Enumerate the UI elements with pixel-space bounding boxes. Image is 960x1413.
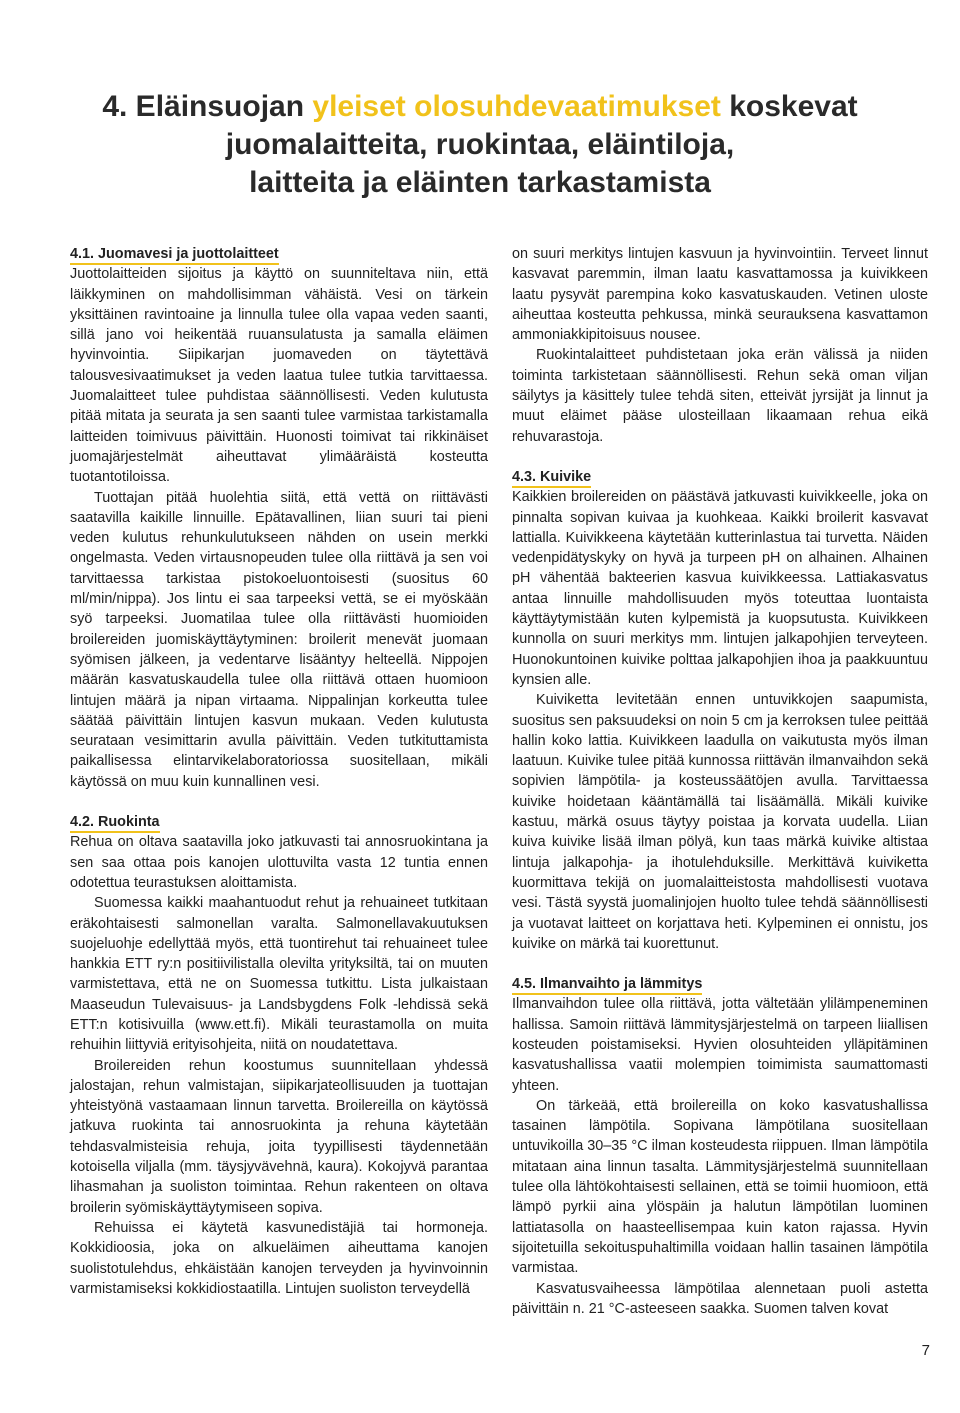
section-heading-4-3 [512,467,928,487]
section-heading-text: 4.2. Ruokinta [70,814,160,833]
paragraph: Juottolaitteiden sijoitus ja käyttö on suunniteltava niin, että läikkyminen on mahdollisimman vähäistä. Vesi on tärkein yksittäinen ravintoaine ja linnulla tulee olla vapaa veden saanti, sillä jano voi heikentää ruuansulatusta ja samalla eläimen hyvinvointia. Siipikarjan juomaveden on täytettävä talousvesivaatimukset ja veden laatua tulee tutkia tarvittaessa. Juomalaitteet tulee puhdistaa säännöllisesti. Veden kulutusta pitää mitata ja seurata ja sen saanti tulee varmistaa tarkistamalla laitteiden toimivuus päivittäin. Huonosti toimivat tai rikkinäiset juomajärjestelmät aiheuttavat ylimääräistä kosteutta tuotantotiloissa. [70,266,488,486]
paragraph: Ilmanvaihdon tulee olla riittävä, jotta vältetään ylilämpeneminen hallissa. Samoin riittävä lämmitysjärjestelmä on tarpeen liiallisen kosteuden poistamiseksi. Hyvien olosuhteiden ylläpitäminen kasvatushallissa vaatii molempien toimimista saumattomasti yhteen. [512,996,928,1094]
page-title [100,88,860,202]
paragraph: Ruokintalaitteet puhdistetaan joka erän välissä ja niiden toiminta tarkistetaan säännöllisesti. Rehun sekä oman viljan säilytys ja käsittely tulee tehdä siten, etteivät jyrsijät ja linnut ja muut eläimet pääse ulosteillaan likaamaan rehua eikä rehuvarastoja. [512,347,928,445]
title-prefix: 4. Eläinsuojan [102,90,313,123]
title-line-1 [100,88,860,126]
section-heading-text: 4.3. Kuivike [512,469,591,488]
section-heading-text: 4.5. Ilmanvaihto ja lämmitys [512,976,702,995]
section-heading-text: 4.1. Juomavesi ja juottolaitteet [70,246,279,265]
left-column [70,244,488,1299]
paragraph: Rehua on oltava saatavilla joko jatkuvasti tai annosruokintana ja sen saa ottaa pois kanojen ulottuvilta vasta 12 tuntia ennen odotettua teurastuksen aloittamista. [70,834,488,891]
section-heading-4-5 [512,974,928,994]
paragraph: Suomessa kaikki maahantuodut rehut ja rehuaineet tutkitaan eräkohtaisesti salmonellan varalta. Salmonellavakuutuksen suojeluohje edellyttää myös, että tuontirehut tai rehuaineet tulee hankkia ETT ry:n positiivilistalla olevilta yrityksiltä, tai on muuten varmistettava, että ne on Suomessa tutkittu. Lista julkaistaan Maaseudun Tulevaisuus- ja Landsbygdens Folk -lehdissä sekä ETT:n kotisivuilla (www.ett.fi). Mikäli teurastamolla on muita rehuihin liittyviä erityisohjeita, niitä on noudatettava. [70,895,488,1054]
paragraph: Kuiviketta levitetään ennen untuvikkojen saapumista, suositus sen paksuudeksi on noin 5 cm ja kerroksen tulee peittää hallin koko lattia. Kuivikkeen laadulla on vaikutusta myös ilman laatuun. Kuivike tulee pitää kunnossa riittävän ilmanvaihdon sekä sopivien lämpötila- ja kosteussäätöjen avulla. Tarvittaessa kuivike hoidetaan kääntämällä tai lisäämällä. Mikäli kuivike kastuu, märkä osuus täytyy poistaa ja korvata uudella. Liian kuiva kuivike lisää ilman pölyä, kun taas märkä kuivike altistaa lintuja jalkapohja- ja ihotulehduksille. Merkittävä kuiviketta kuormittava tekijä on juomalaitteistosta mahdollisesti vuotava vesi. Tästä syystä juomalinjojen huolto tulee tehdä säännöllisesti ja vuotavat laitteet on korjattava heti. Kylpeminen ei onnistu, jos kuivike on märkä tai kuorettunut. [512,692,928,952]
title-line-2: juomalaitteita, ruokintaa, eläintiloja, [225,128,735,161]
title-suffix: koskevat [720,90,858,123]
paragraph: Rehuissa ei käytetä kasvunedistäjiä tai hormoneja. Kokkidioosia, joka on alkueläimen aiheuttama kanojen suolistotulehdus, ehkäistään kanojen terveyden ja hyvinvoinnin varmistamiseksi kokkidiostaatilla. Lintujen suoliston terveydellä [70,1219,488,1297]
paragraph: Tuottajan pitää huolehtia siitä, että vettä on riittävästi saatavilla kaikille linnuille. Epätavallinen, liian suuri tai pieni veden kulutus rehunkulutukseen nähden on usein merkki ongelmasta. Veden virtausnopeuden tulee olla riittävä ja sen voi tarvittaessa tarkistaa pistokoeluontoisesti (suositus 60 ml/min/nippa). Jos lintu ei saa tarpeeksi vettä, se ei myöskään syö tarpeeksi. Juomatilaa tulee olla riittävästi huomioiden broilereiden juomiskäyttäytyminen: broilerit menevät juomaan syömisen jälkeen, ja vedentarve lisääntyy helteellä. Nippojen määrän kasvatuskaudella tulee olla riittävä ottaen huomioon lintujen määrä ja nipan virtaama. Nippalinjan korkeutta tulee säätää päivittäin lintujen kasvun mukaan. Veden kulutusta seurataan vesimittarin avulla päivittäin. Veden tutkituttamista paikallisessa elintarvikelaboratoriossa suositellaan, mikäli käytössä on muu kuin kunnallinen vesi. [70,489,488,790]
page-number: 7 [921,1342,930,1359]
paragraph: Kasvatusvaiheessa lämpötilaa alennetaan puoli astetta päivittäin n. 21 °C-asteeseen saakka. Suomen talven kovat [512,1280,928,1317]
section-heading-4-1 [70,244,488,264]
paragraph: On tärkeää, että broilereilla on koko kasvatushallissa tasainen lämpötila. Sopivana lämpötilana suositellaan untuvikoilla 30–35 °C ilman kosteudesta riippuen. Ilman lämpötila mitataan aina linnun tasalta. Lämmitysjärjestelmä suunnitellaan tulee olla lähtökohtaisesti sellainen, että se toimii huomioon, että lämpö pyrkii aina ylöspäin ja halutun lämpötilan luominen lattiatasolla on haasteellisempaa kuin katon rajassa. Hyvin sijoitetuilla sekoituspuhaltimilla voidaan hallin tasainen lämpötila varmistaa. [512,1097,928,1277]
paragraph: on suuri merkitys lintujen kasvuun ja hyvinvointiin. Terveet linnut kasvavat paremmin, ilman laatu kasvattamossa ja kuivikkeen laatu pysyvät parempina koko kasvatuskauden. Vetinen uloste aiheuttaa kosteutta pehkussa, minkä seurauksena kasvattamon ammoniakkipitoisuus nousee. [512,246,928,344]
paragraph: Broilereiden rehun koostumus suunnitellaan yhdessä jalostajan, rehun valmistajan, siipikarjateollisuuden ja tuottajan yhteistyönä vastaamaan linnun tarvetta. Broilereilla on käytössä jatkuva ruokinta tai annosruokinta ja rehuna käytetään tehdasvalmisteisia rehuja, joita tyypillisesti täydennetään kotoisella viljalla (mm. täysjyvävehnä, kaura). Kokojyvä parantaa lihasmahan ja suoliston toimintaa. Rehun rakenteen on oltava broilerin syömiskäyttäytymiseen sopiva. [70,1057,488,1216]
title-highlight: yleiset olosuhdevaatimukset [312,90,721,123]
right-column [512,244,928,1319]
section-heading-4-2 [70,812,488,832]
title-line-3: laitteita ja eläinten tarkastamista [249,166,711,199]
paragraph: Kaikkien broilereiden on päästävä jatkuvasti kuivikkeelle, joka on pinnalta sopivan kuivaa ja kuohkeaa. Kaikki broilerit kasvavat lattialla. Kuivikkeena käytetään kutterinlastua tai turvetta. Näiden vedenpidätyskyky on hyvä ja turpeen pH on alhainen. Alhainen pH vähentää bakteerien kasvua kuivikkeessa. Lattiakasvatus antaa linnuille mahdollisuuden myös toteuttaa luontaista käyttäytymistään kuten kylpemistä ja kuopsutusta. Kuivikkeen kunnolla on suuri merkitys mm. lintujen jalkapohjien terveyteen. Huonokuntoinen kuivike polttaa jalkapohjien ihoa ja paakkuuntuu kynsien alle. [512,489,928,688]
